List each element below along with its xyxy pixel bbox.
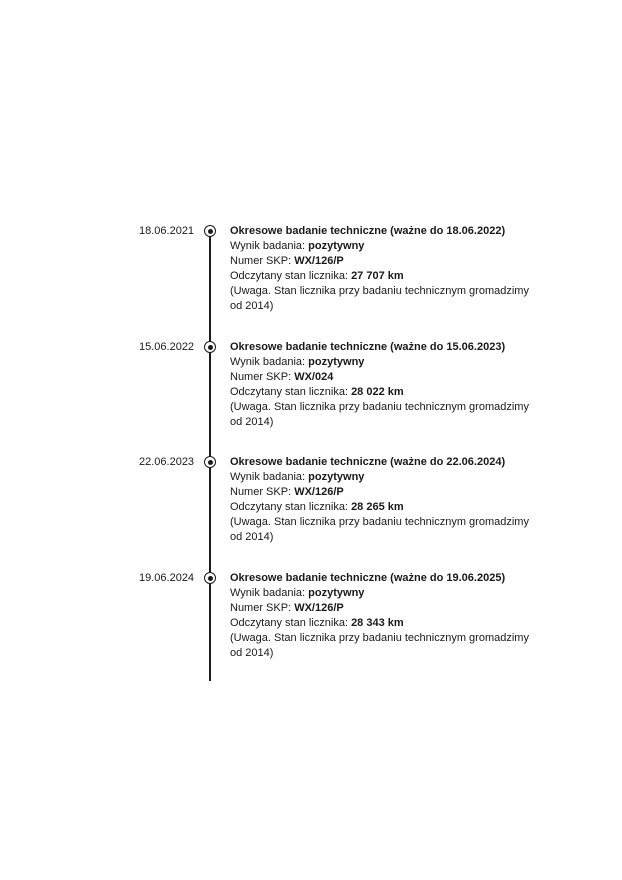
skp-line [230,254,530,269]
entry-title: Okresowe badanie techniczne (ważne do 15.06.2023) [230,341,506,353]
odometer-value: 28 265 km [351,501,404,513]
result-value: pozytywny [308,587,365,599]
skp-label: Numer SKP: [230,255,292,267]
result-line [230,586,530,601]
timeline-dot-icon [204,341,216,353]
timeline-dot-icon [204,225,216,237]
result-value: pozytywny [308,471,365,483]
odometer-note: (Uwaga. Stan licznika przy badaniu technicznym gromadzimy od 2014) [230,285,529,312]
skp-value: WX/126/P [294,255,344,267]
odometer-note: (Uwaga. Stan licznika przy badaniu technicznym gromadzimy od 2014) [230,516,529,543]
timeline-dot-icon [204,456,216,468]
entry-date: 15.06.2022 [139,341,195,353]
odometer-line [230,269,530,284]
entry-date: 18.06.2021 [139,225,195,237]
skp-line [230,485,530,500]
odometer-line [230,500,530,515]
skp-line [230,370,530,385]
result-value: pozytywny [308,356,365,368]
result-label: Wynik badania: [230,587,306,599]
skp-label: Numer SKP: [230,486,292,498]
timeline-entry [0,455,622,565]
odometer-value: 27 707 km [351,270,404,282]
skp-value: WX/024 [294,371,334,383]
odometer-note: (Uwaga. Stan licznika przy badaniu technicznym gromadzimy od 2014) [230,632,529,659]
timeline-entry [0,224,622,334]
entry-title: Okresowe badanie techniczne (ważne do 18.06.2022) [230,225,506,237]
entry-title: Okresowe badanie techniczne (ważne do 22.06.2024) [230,456,506,468]
odometer-value: 28 022 km [351,386,404,398]
odometer-label: Odczytany stan licznika: [230,617,348,629]
skp-label: Numer SKP: [230,371,292,383]
result-line [230,239,530,254]
result-label: Wynik badania: [230,471,306,483]
entry-date: 22.06.2023 [139,456,195,468]
skp-label: Numer SKP: [230,602,292,614]
result-value: pozytywny [308,240,365,252]
entry-body [230,455,530,545]
timeline-entry [0,571,622,681]
timeline-entry [0,340,622,450]
odometer-value: 28 343 km [351,617,404,629]
result-label: Wynik badania: [230,240,306,252]
result-label: Wynik badania: [230,356,306,368]
entry-date: 19.06.2024 [139,572,195,584]
entry-body [230,571,530,661]
odometer-line [230,385,530,400]
odometer-label: Odczytany stan licznika: [230,501,348,513]
odometer-label: Odczytany stan licznika: [230,270,348,282]
skp-line [230,601,530,616]
entry-body [230,224,530,314]
odometer-label: Odczytany stan licznika: [230,386,348,398]
odometer-line [230,616,530,631]
result-line [230,470,530,485]
timeline-dot-icon [204,572,216,584]
skp-value: WX/126/P [294,602,344,614]
odometer-note: (Uwaga. Stan licznika przy badaniu technicznym gromadzimy od 2014) [230,401,529,428]
skp-value: WX/126/P [294,486,344,498]
entry-body [230,340,530,430]
entry-title: Okresowe badanie techniczne (ważne do 19.06.2025) [230,572,506,584]
result-line [230,355,530,370]
